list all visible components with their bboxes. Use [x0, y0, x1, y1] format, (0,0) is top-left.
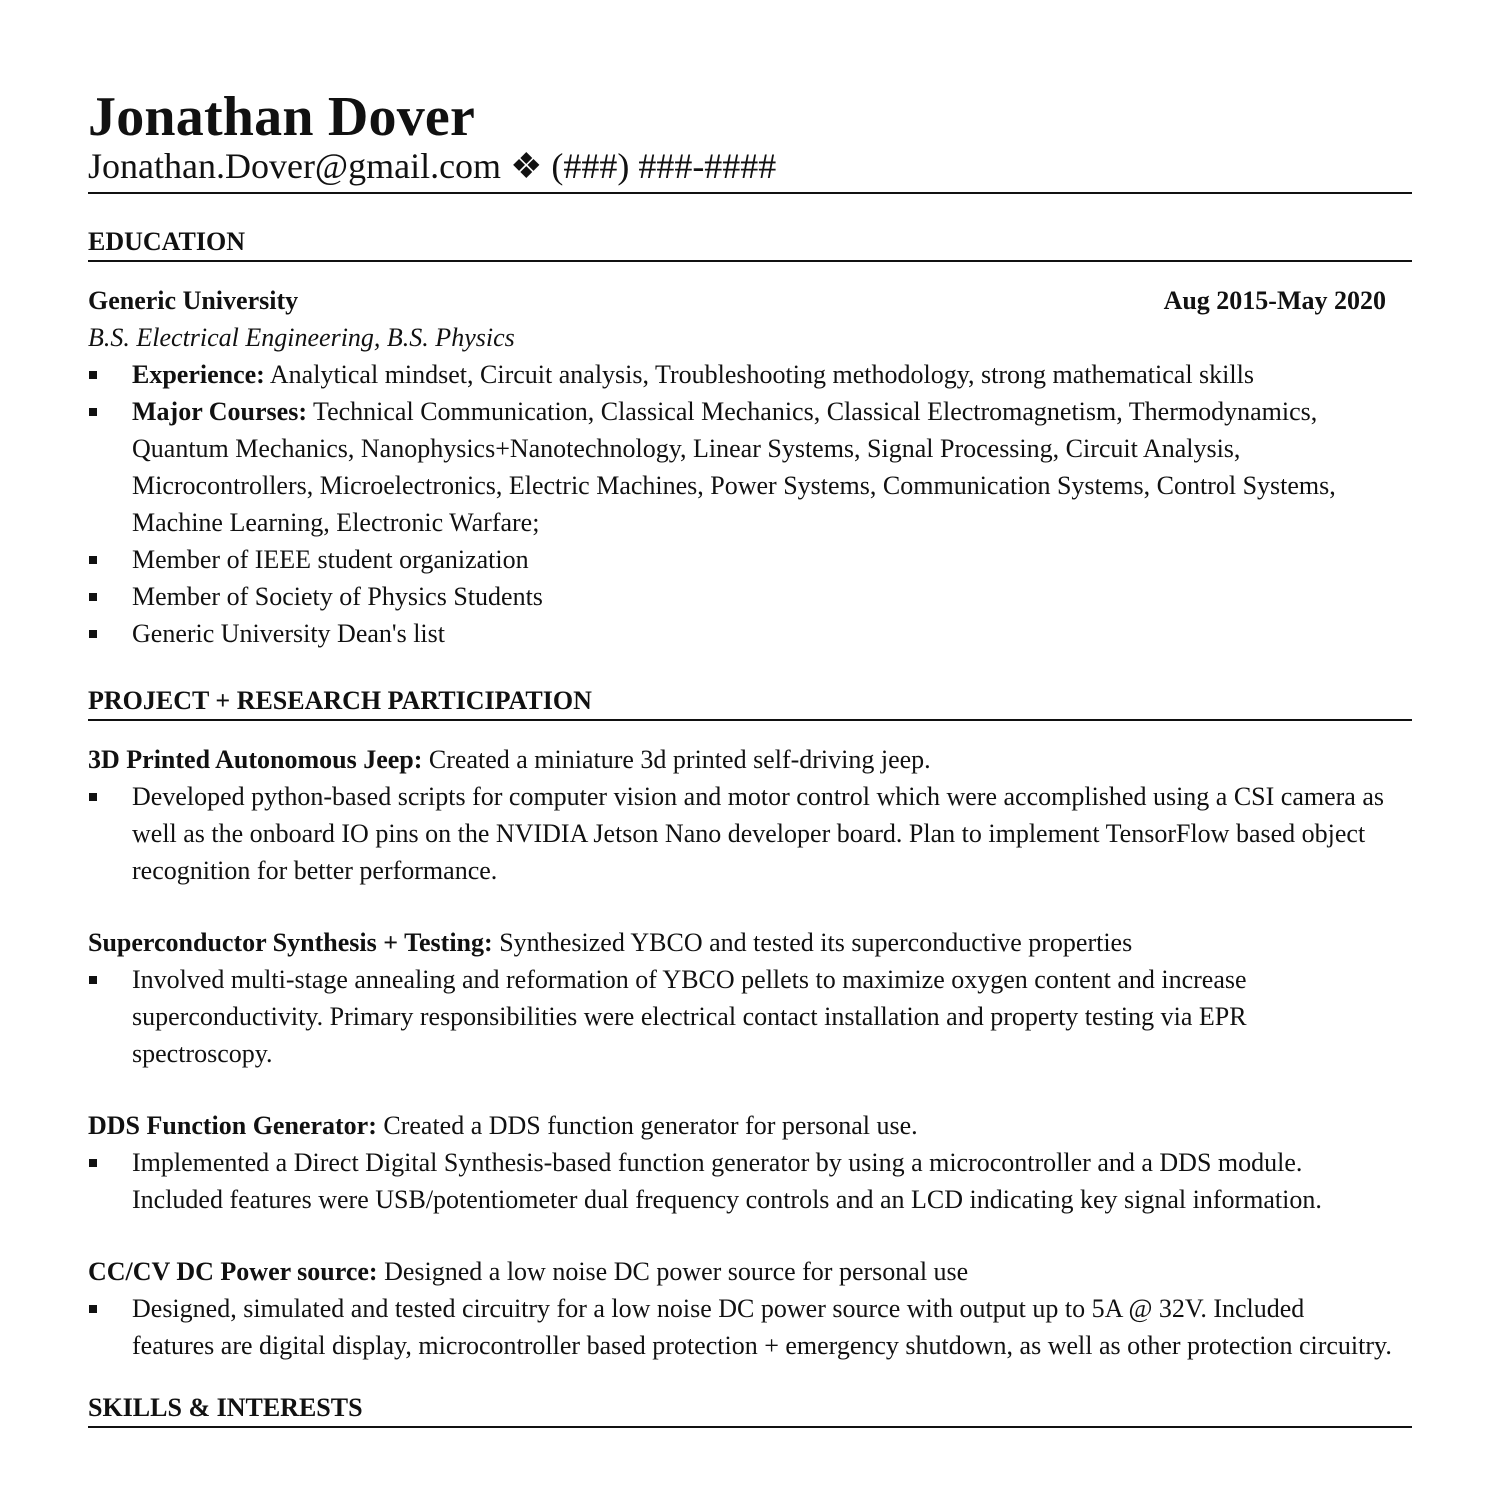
- square-bullet-icon: [89, 1305, 97, 1313]
- projects-heading: PROJECT + RESEARCH PARTICIPATION: [88, 685, 1412, 721]
- project-header: [88, 1253, 1412, 1290]
- bullet-text: Developed python-based scripts for computer vision and motor control which were accomplished using a CSI camera as well as the onboard IO pins on the NVIDIA Jetson Nano developer board. Plan to implement TensorFlow based object recognition for better performance.: [132, 782, 1384, 885]
- project-bullets: [88, 1144, 1412, 1218]
- project-bullets: [88, 778, 1412, 889]
- square-bullet-icon: [89, 408, 97, 416]
- project-entry: [88, 1107, 1412, 1218]
- bullet-text: Technical Communication, Classical Mechanics, Classical Electromagnetism, Thermodynamics, Quantum Mechanics, Nanophysics+Nanotechnology, Linear Systems, Signal Processing, Circuit Analysis, Microcontrollers, Microelectronics, Electric Machines, Power Systems, Communication Systems, Control Systems, Machine Learning, Electronic Warfare;: [132, 397, 1336, 537]
- education-bullets: [88, 356, 1412, 652]
- project-title: CC/CV DC Power source:: [88, 1257, 378, 1286]
- project-title: DDS Function Generator:: [88, 1111, 377, 1140]
- list-item: [88, 541, 1412, 578]
- square-bullet-icon: [89, 1159, 97, 1167]
- resume-header: [88, 86, 1412, 194]
- square-bullet-icon: [89, 593, 97, 601]
- phone-number: (###) ###-####: [551, 146, 777, 186]
- list-item: [88, 961, 1412, 1072]
- project-entry: [88, 1253, 1412, 1364]
- project-summary: Designed a low noise DC power source for personal use: [377, 1257, 969, 1286]
- list-item: [88, 356, 1412, 393]
- bullet-text: Designed, simulated and tested circuitry for a low noise DC power source with output up to 5A @ 32V. Included features are digital display, microcontroller based protection + emergency shutdown, as well as other protection circuitry.: [132, 1294, 1392, 1360]
- square-bullet-icon: [89, 556, 97, 564]
- list-item: [88, 578, 1412, 615]
- bullet-text: Member of IEEE student organization: [132, 545, 529, 574]
- projects-section: [88, 685, 1412, 1364]
- project-header: [88, 924, 1412, 961]
- project-title: 3D Printed Autonomous Jeep:: [88, 745, 423, 774]
- bullet-text: Analytical mindset, Circuit analysis, Troubleshooting methodology, strong mathematical skills: [264, 360, 1254, 389]
- candidate-name: Jonathan Dover: [88, 86, 476, 148]
- bullet-lead: Major Courses:: [132, 397, 307, 426]
- project-entry: [88, 741, 1412, 889]
- list-item: [88, 615, 1412, 652]
- education-heading: EDUCATION: [88, 226, 1412, 262]
- project-header: [88, 1107, 1412, 1144]
- project-header: [88, 741, 1412, 778]
- skills-heading: SKILLS & INTERESTS: [88, 1392, 1412, 1428]
- list-item: [88, 778, 1412, 889]
- square-bullet-icon: [89, 630, 97, 638]
- list-item: [88, 1290, 1412, 1364]
- project-bullets: [88, 1290, 1412, 1364]
- bullet-text: Involved multi-stage annealing and reformation of YBCO pellets to maximize oxygen content and increase superconductivity. Primary responsibilities were electrical contact installation and property testing via EPR spectroscopy.: [132, 965, 1247, 1068]
- project-summary: Synthesized YBCO and tested its superconductive properties: [492, 928, 1133, 957]
- project-summary: Created a miniature 3d printed self-driving jeep.: [422, 745, 931, 774]
- square-bullet-icon: [89, 371, 97, 379]
- skills-section: [88, 1392, 1412, 1428]
- degree: B.S. Electrical Engineering, B.S. Physics: [88, 323, 515, 352]
- square-bullet-icon: [89, 976, 97, 984]
- separator-icon: ❖: [510, 146, 543, 186]
- resume-page: [88, 86, 1412, 1428]
- education-section: [88, 226, 1412, 652]
- project-summary: Created a DDS function generator for personal use.: [376, 1111, 918, 1140]
- bullet-lead: Experience:: [132, 360, 265, 389]
- project-bullets: [88, 961, 1412, 1072]
- bullet-text: Generic University Dean's list: [132, 619, 445, 648]
- education-dates: Aug 2015-May 2020: [1163, 286, 1386, 315]
- list-item: [88, 1144, 1412, 1218]
- bullet-text: Member of Society of Physics Students: [132, 582, 543, 611]
- education-entry-header: [88, 282, 1412, 319]
- email-address: Jonathan.Dover@gmail.com: [88, 146, 502, 186]
- school-name: Generic University: [88, 286, 299, 315]
- square-bullet-icon: [89, 793, 97, 801]
- education-entry: [88, 282, 1412, 652]
- project-entry: [88, 924, 1412, 1072]
- contact-line: [88, 144, 1412, 194]
- bullet-text: Implemented a Direct Digital Synthesis-based function generator by using a microcontroller and a DDS module. Included features were USB/potentiometer dual frequency controls and an LCD indicating key signal information.: [132, 1148, 1322, 1214]
- list-item: [88, 393, 1412, 541]
- project-title: Superconductor Synthesis + Testing:: [88, 928, 493, 957]
